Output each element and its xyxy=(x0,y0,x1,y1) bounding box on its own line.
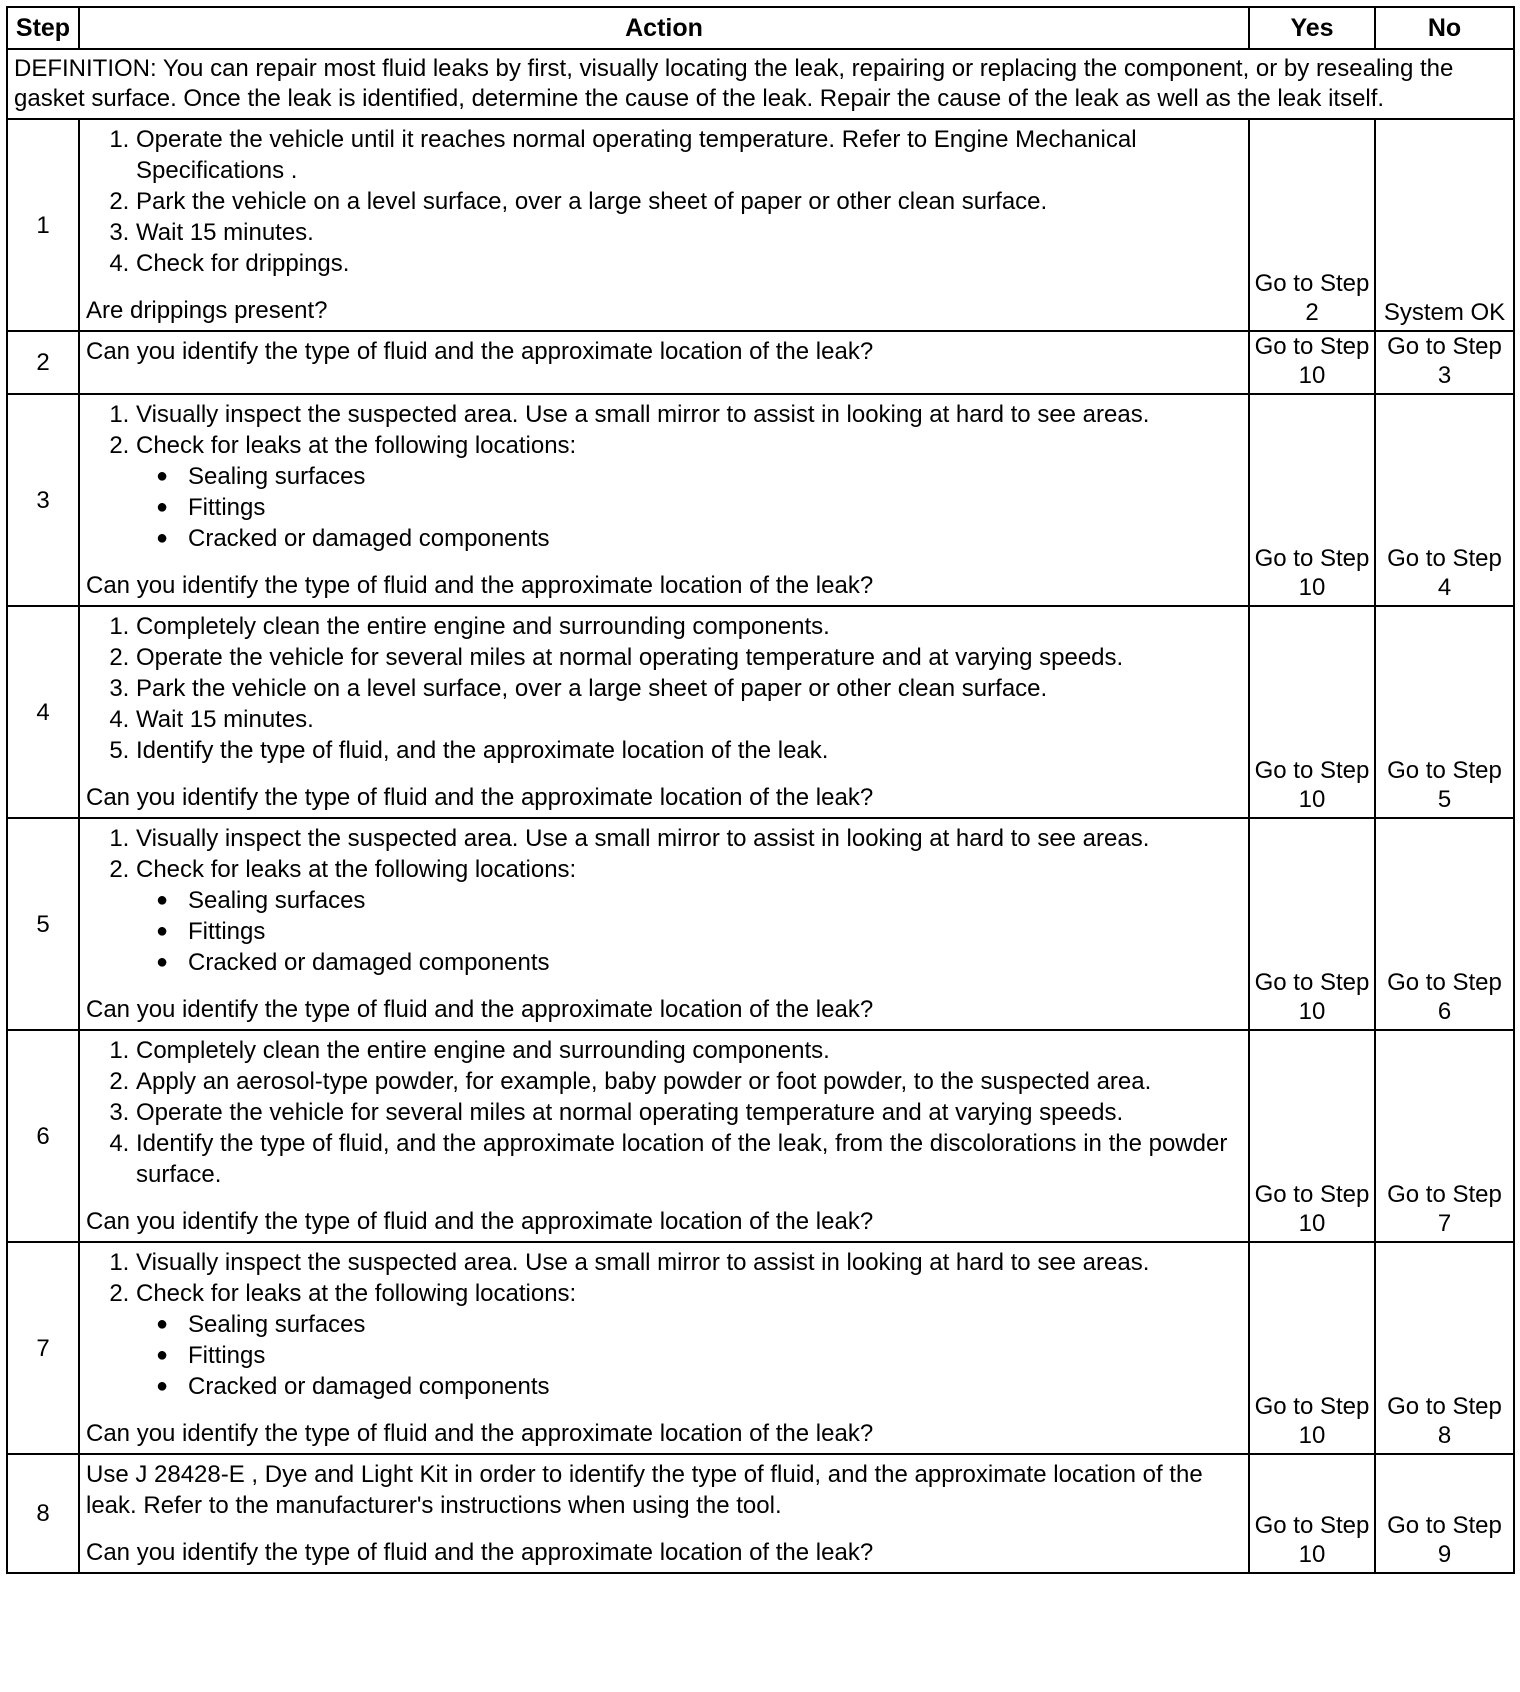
action-step-item xyxy=(136,217,1238,248)
yes-result: Go to Step 10 xyxy=(1249,818,1375,1030)
spacer xyxy=(86,1190,1238,1206)
action-cell xyxy=(79,818,1249,1030)
action-cell xyxy=(79,1030,1249,1242)
action-step-text: Identify the type of fluid, and the approximate location of the leak. xyxy=(136,737,829,764)
action-steps-list xyxy=(86,399,1238,554)
action-step-item xyxy=(136,1035,1238,1066)
location-bullet-list xyxy=(136,885,1238,978)
header-step: Step xyxy=(7,7,79,49)
decision-question: Can you identify the type of fluid and the approximate location of the leak? xyxy=(86,338,874,365)
action-step-item xyxy=(136,430,1238,554)
header-row xyxy=(7,7,1514,49)
fluid-leak-diagnostic-table xyxy=(6,6,1515,1574)
no-result: Go to Step 6 xyxy=(1375,818,1514,1030)
action-step-text: Visually inspect the suspected area. Use a small mirror to assist in looking at hard to see areas. xyxy=(136,1249,1150,1276)
action-step-text: Operate the vehicle for several miles at normal operating temperature and at varying speeds. xyxy=(136,1099,1124,1126)
action-step-text: Visually inspect the suspected area. Use a small mirror to assist in looking at hard to see areas. xyxy=(136,825,1150,852)
action-cell xyxy=(79,331,1249,394)
action-cell xyxy=(79,119,1249,331)
action-step-text: Apply an aerosol-type powder, for example, baby powder or foot powder, to the suspected area. xyxy=(136,1068,1152,1095)
action-step-text: Check for leaks at the following locations: xyxy=(136,1280,577,1307)
action-step-item xyxy=(136,186,1238,217)
action-step-item xyxy=(136,1066,1238,1097)
table-row xyxy=(7,1242,1514,1454)
action-step-item xyxy=(136,399,1238,430)
action-step-item xyxy=(136,1278,1238,1402)
action-step-text: Check for leaks at the following locations: xyxy=(136,432,577,459)
action-cell xyxy=(79,1454,1249,1573)
no-result: System OK xyxy=(1375,119,1514,331)
bullet-item: ● Sealing surfaces xyxy=(188,1309,1238,1340)
table-row xyxy=(7,119,1514,331)
action-step-text: Wait 15 minutes. xyxy=(136,219,314,246)
action-step-text: Check for leaks at the following locations: xyxy=(136,856,577,883)
no-result: Go to Step 3 xyxy=(1375,331,1514,394)
location-bullet-list xyxy=(136,1309,1238,1402)
table-row xyxy=(7,394,1514,606)
header-yes: Yes xyxy=(1249,7,1375,49)
spacer xyxy=(86,978,1238,994)
bullet-item: ● Sealing surfaces xyxy=(188,461,1238,492)
action-step-text: Completely clean the entire engine and surrounding components. xyxy=(136,613,830,640)
step-number: 4 xyxy=(7,606,79,818)
action-step-text: Identify the type of fluid, and the approximate location of the leak, from the discolorations in the powder surface. xyxy=(136,1130,1228,1188)
action-step-text: Check for drippings. xyxy=(136,250,350,277)
spacer xyxy=(86,766,1238,782)
decision-question: Are drippings present? xyxy=(86,297,328,324)
step-number: 3 xyxy=(7,394,79,606)
definition-row xyxy=(7,49,1514,119)
action-step-text: Operate the vehicle for several miles at normal operating temperature and at varying speeds. xyxy=(136,644,1124,671)
decision-question: Can you identify the type of fluid and the approximate location of the leak? xyxy=(86,572,874,599)
action-step-text: Park the vehicle on a level surface, over a large sheet of paper or other clean surface. xyxy=(136,188,1048,215)
yes-result: Go to Step 10 xyxy=(1249,606,1375,818)
bullet-item: ● Fittings xyxy=(188,1340,1238,1371)
action-steps-list xyxy=(86,1247,1238,1402)
decision-question: Can you identify the type of fluid and the approximate location of the leak? xyxy=(86,996,874,1023)
action-step-item xyxy=(136,704,1238,735)
table-row xyxy=(7,818,1514,1030)
action-step-text: Park the vehicle on a level surface, over a large sheet of paper or other clean surface. xyxy=(136,675,1048,702)
action-step-item xyxy=(136,1247,1238,1278)
action-step-item xyxy=(136,735,1238,766)
action-step-text: Operate the vehicle until it reaches normal operating temperature. Refer to Engine Mechanical Specifications . xyxy=(136,126,1137,184)
definition-text: DEFINITION: You can repair most fluid leaks by first, visually locating the leak, repairing or replacing the component, or by resealing the gasket surface. Once the leak is identified, determine the cause of the leak. Repair the cause of the leak as well as the leak itself. xyxy=(7,49,1514,119)
no-result: Go to Step 8 xyxy=(1375,1242,1514,1454)
action-step-item xyxy=(136,611,1238,642)
step-number: 2 xyxy=(7,331,79,394)
no-result: Go to Step 4 xyxy=(1375,394,1514,606)
action-step-item xyxy=(136,823,1238,854)
step-number: 1 xyxy=(7,119,79,331)
table-row xyxy=(7,606,1514,818)
yes-result: Go to Step 10 xyxy=(1249,1454,1375,1573)
action-step-text: Wait 15 minutes. xyxy=(136,706,314,733)
no-result: Go to Step 5 xyxy=(1375,606,1514,818)
yes-result: Go to Step 10 xyxy=(1249,331,1375,394)
action-steps-list xyxy=(86,124,1238,279)
action-steps-list xyxy=(86,823,1238,978)
action-step-text: Completely clean the entire engine and surrounding components. xyxy=(136,1037,830,1064)
action-step-text: Visually inspect the suspected area. Use a small mirror to assist in looking at hard to see areas. xyxy=(136,401,1150,428)
action-cell xyxy=(79,606,1249,818)
spacer xyxy=(86,1521,1238,1537)
bullet-item: ● Fittings xyxy=(188,492,1238,523)
action-step-item xyxy=(136,673,1238,704)
decision-question: Can you identify the type of fluid and the approximate location of the leak? xyxy=(86,1208,874,1235)
action-cell xyxy=(79,394,1249,606)
table-row xyxy=(7,1454,1514,1573)
action-steps-list xyxy=(86,611,1238,766)
location-bullet-list xyxy=(136,461,1238,554)
decision-question: Can you identify the type of fluid and the approximate location of the leak? xyxy=(86,1420,874,1447)
yes-result: Go to Step 10 xyxy=(1249,1030,1375,1242)
no-result: Go to Step 7 xyxy=(1375,1030,1514,1242)
table-row xyxy=(7,331,1514,394)
no-result: Go to Step 9 xyxy=(1375,1454,1514,1573)
yes-result: Go to Step 10 xyxy=(1249,394,1375,606)
action-step-item xyxy=(136,124,1238,186)
step-number: 7 xyxy=(7,1242,79,1454)
action-step-item xyxy=(136,1128,1238,1190)
bullet-item: ● Cracked or damaged components xyxy=(188,1371,1238,1402)
decision-question: Can you identify the type of fluid and the approximate location of the leak? xyxy=(86,784,874,811)
bullet-item: ● Cracked or damaged components xyxy=(188,947,1238,978)
decision-question: Can you identify the type of fluid and the approximate location of the leak? xyxy=(86,1539,874,1566)
action-step-item xyxy=(136,642,1238,673)
bullet-item: ● Fittings xyxy=(188,916,1238,947)
action-paragraph: Use J 28428-E , Dye and Light Kit in order to identify the type of fluid, and the approximate location of the leak. Refer to the manufacturer's instructions when using the tool. xyxy=(86,1461,1203,1519)
bullet-item: ● Cracked or damaged components xyxy=(188,523,1238,554)
table-row xyxy=(7,1030,1514,1242)
yes-result: Go to Step 10 xyxy=(1249,1242,1375,1454)
action-step-item xyxy=(136,248,1238,279)
header-no: No xyxy=(1375,7,1514,49)
action-step-item xyxy=(136,1097,1238,1128)
step-number: 5 xyxy=(7,818,79,1030)
header-action: Action xyxy=(79,7,1249,49)
spacer xyxy=(86,554,1238,570)
yes-result: Go to Step 2 xyxy=(1249,119,1375,331)
action-steps-list xyxy=(86,1035,1238,1190)
action-cell xyxy=(79,1242,1249,1454)
action-step-item xyxy=(136,854,1238,978)
diagnostic-table-container xyxy=(6,6,1515,1574)
spacer xyxy=(86,279,1238,295)
bullet-item: ● Sealing surfaces xyxy=(188,885,1238,916)
spacer xyxy=(86,1402,1238,1418)
step-number: 6 xyxy=(7,1030,79,1242)
step-number: 8 xyxy=(7,1454,79,1573)
